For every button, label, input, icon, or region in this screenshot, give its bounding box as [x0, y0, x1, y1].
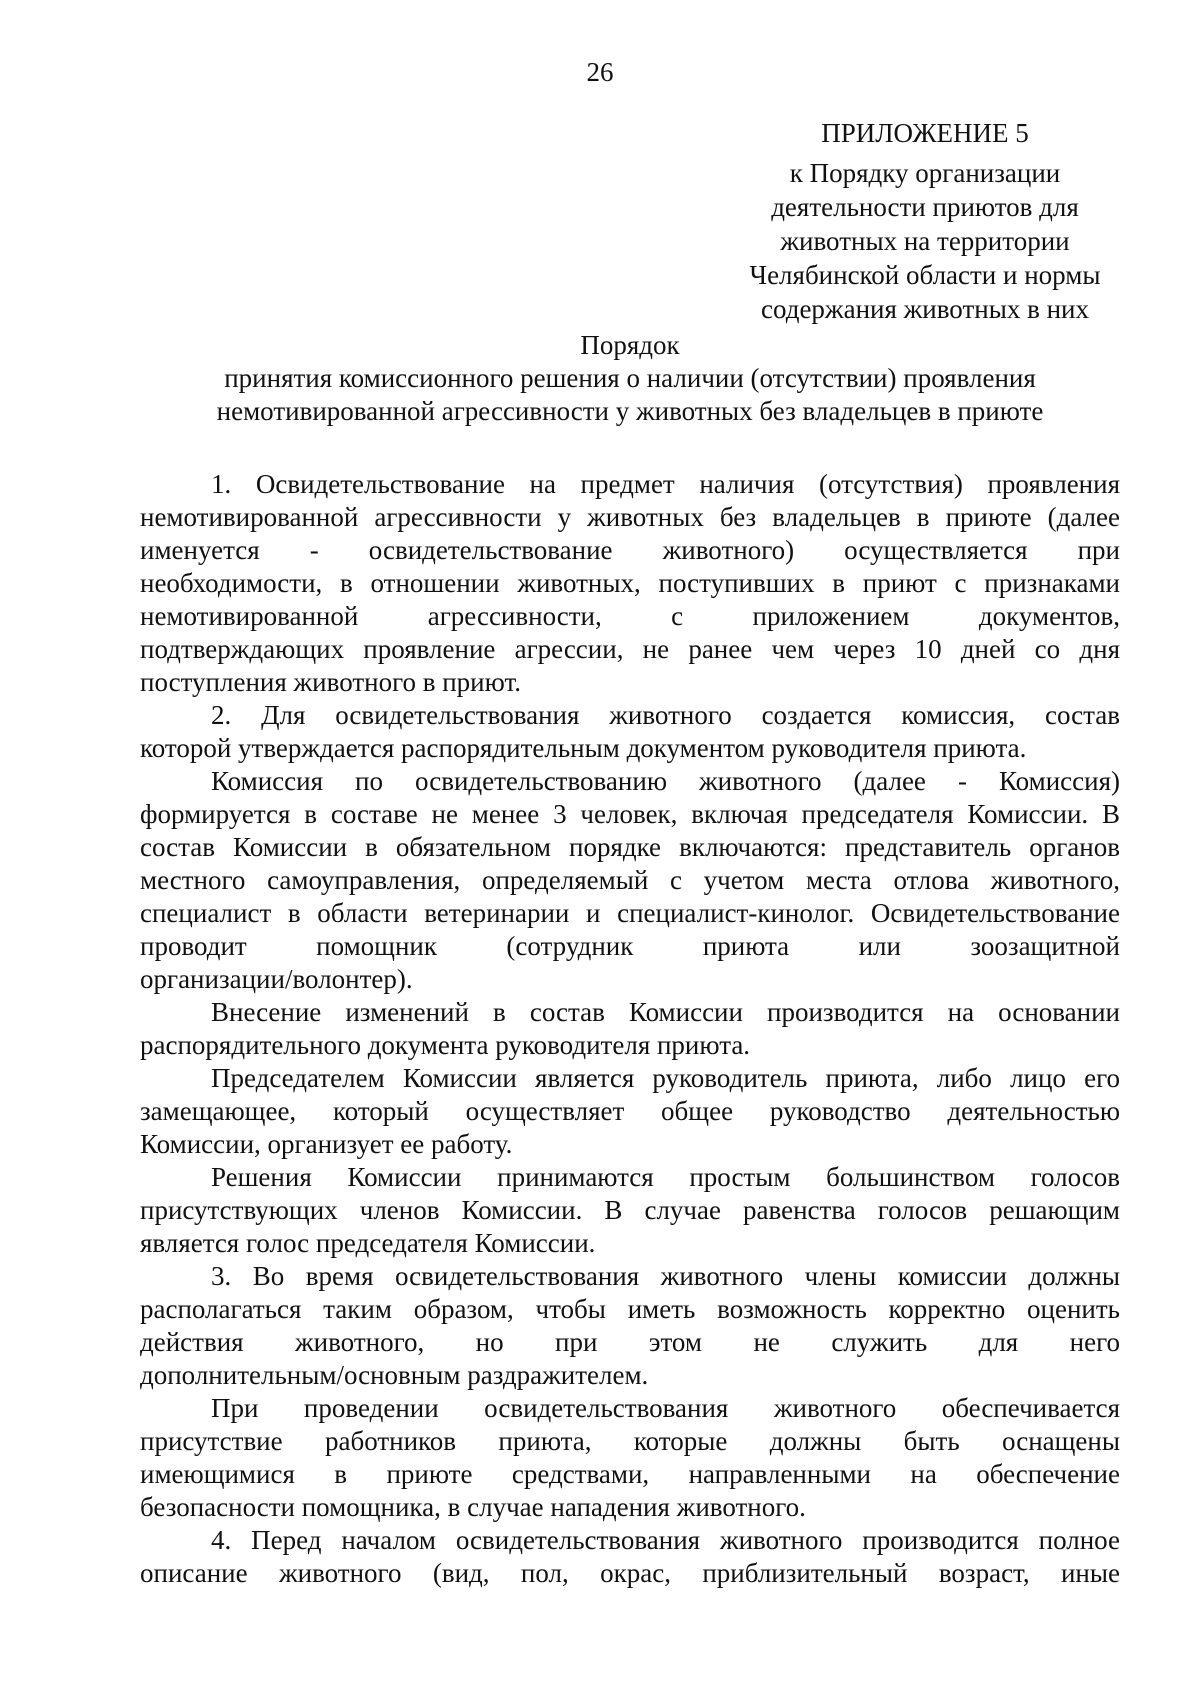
body-line: описание животного (вид, пол, окрас, приблизительный возраст, иные	[140, 1558, 1120, 1588]
body-line: специалист в области ветеринарии и специалист-кинолог. Освидетельствование	[140, 898, 1120, 928]
body-line: действия животного, но при этом не служить для него	[140, 1327, 1120, 1357]
body-line: Решения Комиссии принимаются простым большинством голосов	[211, 1162, 1120, 1192]
appendix-line: к Порядку организации	[789, 158, 1061, 188]
document-title: Порядок	[580, 330, 680, 360]
body-line: немотивированной агрессивности, с приложением документов,	[140, 601, 1120, 631]
body-line: именуется - освидетельствование животного) осуществляется при	[140, 535, 1120, 565]
body-line: замещающее, который осуществляет общее руководство деятельностью	[140, 1096, 1120, 1126]
body-line: 4. Перед началом освидетельствования животного производится полное	[211, 1525, 1120, 1555]
appendix-line: деятельности приютов для	[771, 192, 1079, 222]
body-line: Комиссия по освидетельствованию животного (далее - Комиссия)	[211, 766, 1120, 796]
body-line: Внесение изменений в состав Комиссии производится на основании	[211, 997, 1120, 1027]
body-line: располагаться таким образом, чтобы иметь возможность корректно оценить	[140, 1294, 1120, 1324]
body-line: немотивированной агрессивности у животных без владельцев в приюте (далее	[140, 502, 1120, 532]
body-line: 2. Для освидетельствования животного создается комиссия, состав	[211, 700, 1120, 730]
body-line: дополнительным/основным раздражителем.	[140, 1360, 649, 1390]
body-line: является голос председателя Комиссии.	[140, 1228, 596, 1258]
body-line: распорядительного документа руководителя приюта.	[140, 1030, 751, 1060]
body-line: При проведении освидетельствования животного обеспечивается	[211, 1393, 1120, 1423]
body-line: состав Комиссии в обязательном порядке включаются: представитель органов	[140, 832, 1120, 862]
appendix-line: животных на территории	[780, 226, 1070, 256]
body-line: поступления животного в приют.	[140, 667, 521, 697]
body-line: 3. Во время освидетельствования животного члены комиссии должны	[211, 1261, 1120, 1291]
body-line: организации/волонтер).	[140, 964, 413, 994]
body-line: Председателем Комиссии является руководитель приюта, либо лицо его	[211, 1063, 1120, 1093]
appendix-header	[740, 116, 1110, 326]
body-line: 1. Освидетельствование на предмет наличия (отсутствия) проявления	[211, 469, 1120, 499]
document-title-block	[140, 328, 1120, 428]
body-line: необходимости, в отношении животных, поступивших в приют с признаками	[140, 568, 1120, 598]
document-subtitle-line: принятия комиссионного решения о наличии (отсутствии) проявления	[224, 363, 1036, 393]
body-line: имеющимися в приюте средствами, направленными на обеспечение	[140, 1459, 1120, 1489]
body-line: которой утверждается распорядительным документом руководителя приюта.	[140, 733, 1027, 763]
appendix-line: Челябинской области и нормы	[749, 260, 1101, 290]
appendix-line: содержания животных в них	[761, 294, 1089, 324]
body-line: Комиссии, организует ее работу.	[140, 1129, 513, 1159]
body-line: присутствующих членов Комиссии. В случае равенства голосов решающим	[140, 1195, 1120, 1225]
body-line: безопасности помощника, в случае нападения животного.	[140, 1492, 806, 1522]
body-line: местного самоуправления, определяемый с учетом места отлова животного,	[140, 865, 1120, 895]
body-line: формируется в составе не менее 3 человек, включая председателя Комиссии. В	[140, 799, 1120, 829]
body-line: проводит помощник (сотрудник приюта или зоозащитной	[140, 931, 1120, 961]
document-subtitle-line: немотивированной агрессивности у животных без владельцев в приюте	[216, 396, 1044, 426]
body-line: присутствие работников приюта, которые должны быть оснащены	[140, 1426, 1120, 1456]
body-line: подтверждающих проявление агрессии, не ранее чем через 10 дней со дня	[140, 634, 1120, 664]
appendix-title: ПРИЛОЖЕНИЕ 5	[821, 118, 1029, 148]
page-number: 26	[586, 57, 614, 87]
document-body	[140, 468, 1120, 1590]
